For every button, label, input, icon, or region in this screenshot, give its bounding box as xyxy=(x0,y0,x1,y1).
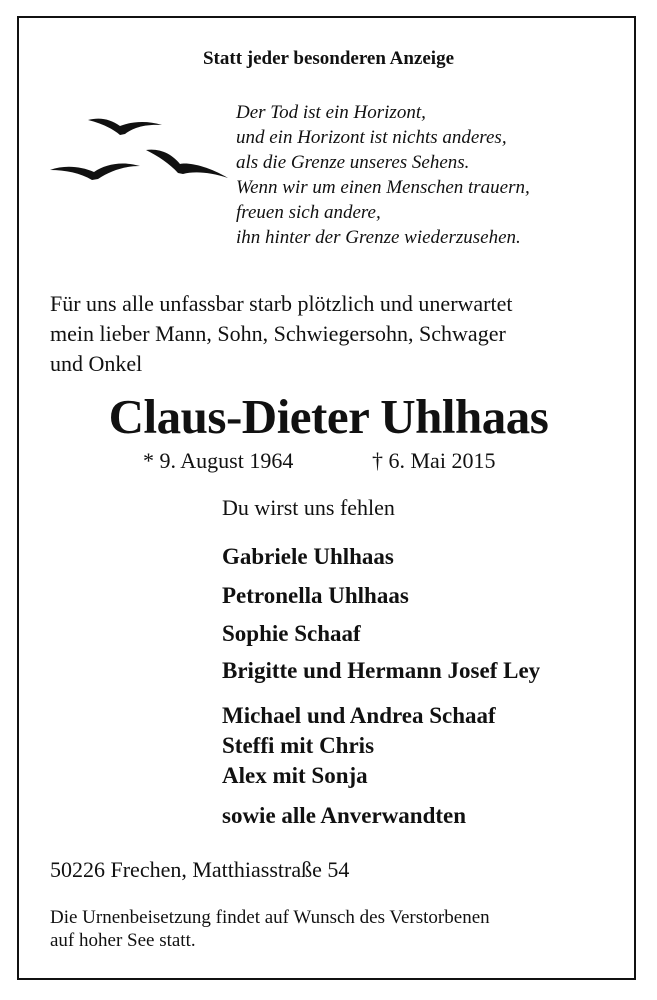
deceased-name: Claus-Dieter Uhlhaas xyxy=(108,389,549,444)
death-date: † 6. Mai 2015 xyxy=(372,448,496,473)
intro-line: Für uns alle unfassbar starb plötzlich und unerwartet xyxy=(50,291,513,316)
burial-line: Die Urnenbeisetzung findet auf Wunsch des Verstorbenen xyxy=(50,907,490,928)
poem-line: Der Tod ist ein Horizont, xyxy=(236,102,426,123)
poem xyxy=(236,100,530,250)
burial-note xyxy=(50,906,490,952)
burial-line: auf hoher See statt. xyxy=(50,930,196,951)
birth-date: * 9. August 1964 xyxy=(143,448,294,473)
mourner-name: Brigitte und Hermann Josef Ley xyxy=(222,658,541,683)
flying-birds-icon xyxy=(48,108,233,188)
poem-line: freuen sich andere, xyxy=(236,202,381,223)
mourner-closing: sowie alle Anverwandten xyxy=(222,803,467,828)
poem-line: und ein Horizont ist nichts anderes, xyxy=(236,127,507,148)
intro-line: mein lieber Mann, Sohn, Schwiegersohn, Schwager xyxy=(50,321,506,346)
mourner-name: Gabriele Uhlhaas xyxy=(222,544,394,569)
notice-header: Statt jeder besonderen Anzeige xyxy=(202,48,455,69)
address: 50226 Frechen, Matthiasstraße 54 xyxy=(50,857,350,882)
mourner-name: Steffi mit Chris xyxy=(222,733,375,758)
intro-text xyxy=(50,289,512,379)
mourner-name: Petronella Uhlhaas xyxy=(222,583,409,608)
poem-line: ihn hinter der Grenze wiederzusehen. xyxy=(236,227,521,248)
poem-line: als die Grenze unseres Sehens. xyxy=(236,152,470,173)
mourner-name: Michael und Andrea Schaaf xyxy=(222,703,496,728)
poem-line: Wenn wir um einen Menschen trauern, xyxy=(236,177,530,198)
intro-line: und Onkel xyxy=(50,351,143,376)
mourner-name: Alex mit Sonja xyxy=(222,763,368,788)
farewell-text: Du wirst uns fehlen xyxy=(222,495,395,520)
mourner-name: Sophie Schaaf xyxy=(222,621,361,646)
